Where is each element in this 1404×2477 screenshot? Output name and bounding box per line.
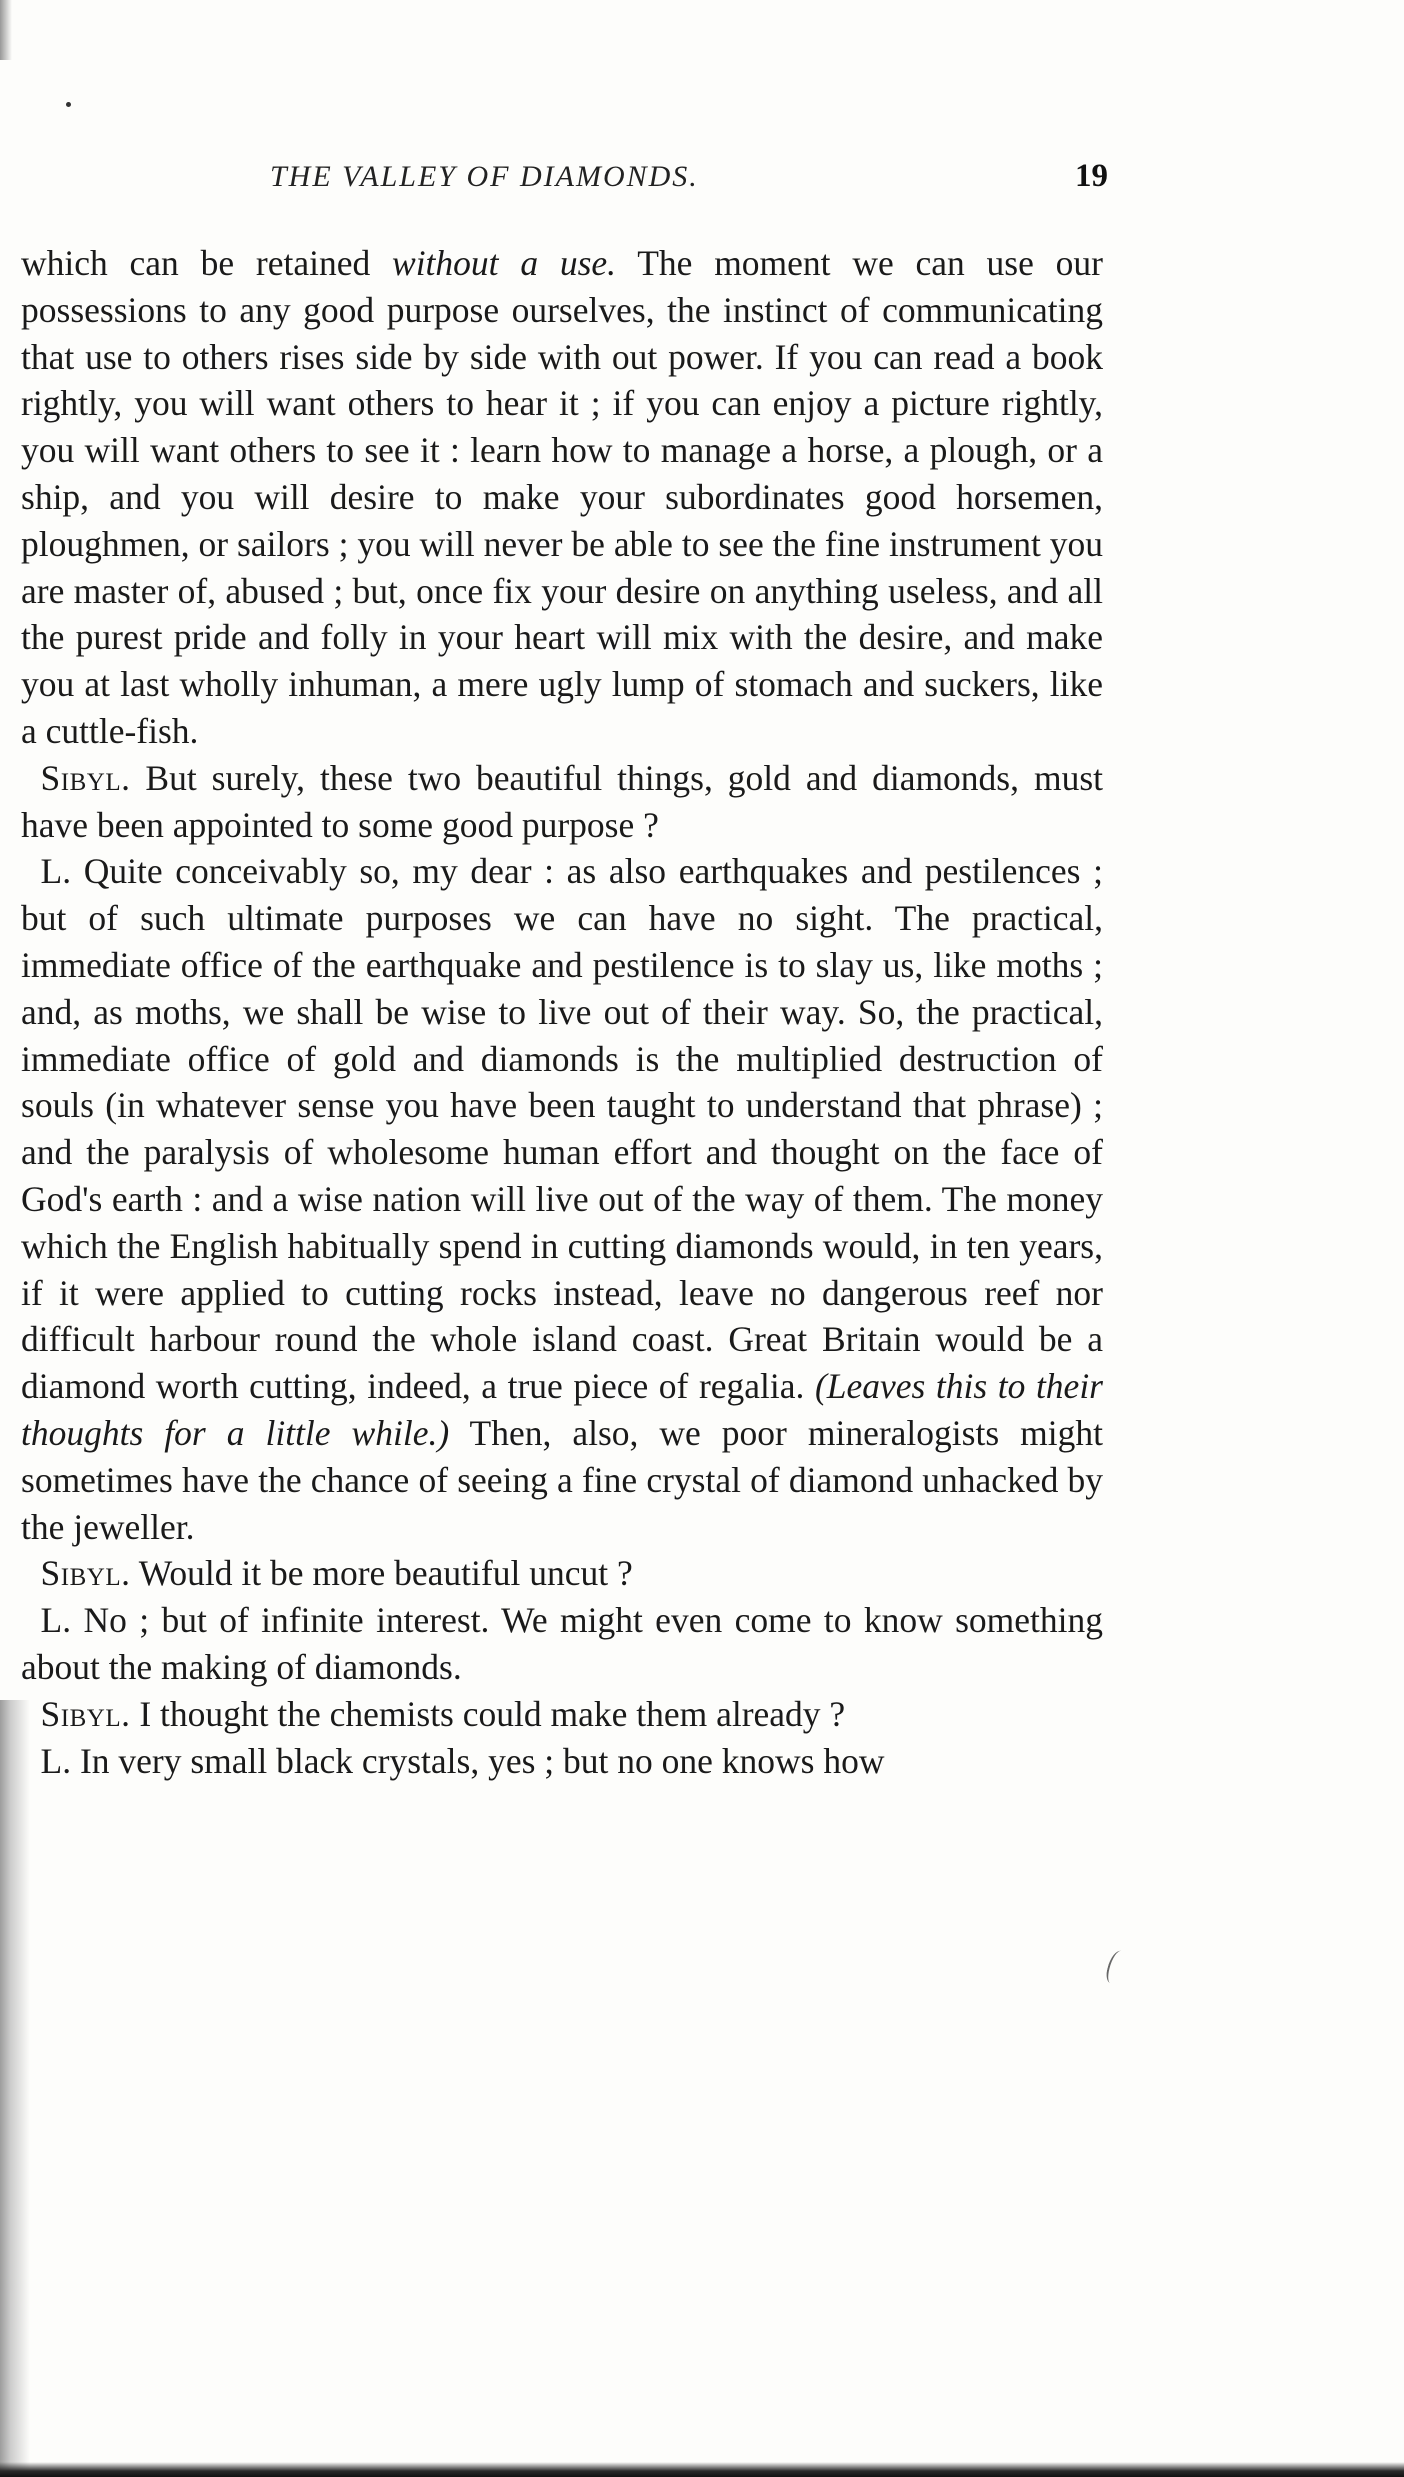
- speaker-name: L.: [40, 851, 72, 892]
- dialogue-text: Would it be more beautiful uncut ?: [130, 1553, 633, 1594]
- running-title: THE VALLEY OF DIAMONDS.: [270, 160, 699, 193]
- speaker-name: L.: [40, 1740, 72, 1781]
- scan-edge-shadow-top: [0, 0, 12, 60]
- speaker-name: Sibyl.: [40, 757, 131, 798]
- dialogue-text: But surely, these two beautiful things, gold and diamonds, must have been appointed to some good purpose ?: [21, 757, 1103, 845]
- stage-direction: (Leaves this to their thoughts for a little while.): [21, 1366, 1103, 1453]
- dialogue-paragraph: [21, 1597, 1103, 1691]
- dialogue-paragraph: [21, 1738, 1103, 1785]
- paragraph-text: which can be retained: [21, 243, 393, 283]
- speaker-name: Sibyl.: [40, 1693, 131, 1734]
- dialogue-paragraph: [21, 755, 1103, 849]
- paragraph-text: The moment we can use our possessions to any good purpose ourselves, the instinct of communicating that use to others rises side by side with out power. If you can read a book rightly, you will want others to hear it ; if you can enjoy a picture rightly, you will want others to see it : learn how to manage a horse, a plough, or a ship, and you will desire to make your subordinates good horsemen, ploughmen, or sailors ; you will never be able to see the fine instrument you are master of, abused ; but, once fix your desire on anything useless, and all the purest pride and folly in your heart will mix with the desire, and make you at last wholly inhuman, a mere ugly lump of stomach and suckers, like a cuttle-fish.: [21, 243, 1103, 751]
- dialogue-text: I thought the chemists could make them already ?: [130, 1693, 846, 1734]
- dialogue-paragraph: [21, 1691, 1103, 1738]
- page-number: 19: [1075, 158, 1108, 194]
- speaker-name: L.: [40, 1600, 72, 1641]
- dialogue-text: In very small black crystals, yes ; but no one knows how: [71, 1740, 885, 1781]
- speaker-name: Sibyl.: [40, 1553, 131, 1594]
- dialogue-text: Then, also, we poor mineralogists might sometimes have the chance of seeing a fine crystal of diamond unhacked by the jeweller.: [21, 1412, 1103, 1547]
- paragraph: [21, 240, 1103, 755]
- margin-pencil-mark: [1104, 1949, 1128, 1986]
- scan-edge-shadow-left: [0, 1700, 30, 2477]
- dialogue-paragraph: [21, 1550, 1103, 1597]
- page-header: [30, 160, 1108, 204]
- italic-phrase: without a use.: [392, 243, 617, 283]
- body-text: [21, 240, 1103, 1784]
- scan-edge-shadow-bottom: [0, 2462, 1404, 2477]
- dialogue-paragraph: [21, 848, 1103, 1550]
- dialogue-text: Quite conceivably so, my dear : as also earthquakes and pestilences ; but of such ultimate purposes we can have no sight. The practical, immediate office of the earthquake and pestilence is to slay us, like moths ; and, as moths, we shall be wise to live out of their way. So, the practical, immediate office of gold and diamonds is the multiplied destruction of souls (in whatever sense you have been taught to understand that phrase) ; and the paralysis of wholesome human effort and thought on the face of God's earth : and a wise nation will live out of the way of them. The money which the English habitually spend in cutting diamonds would, in ten years, if it were applied to cutting rocks instead, leave no dangerous reef nor difficult harbour round the whole island coast. Great Britain would be a diamond worth cutting, indeed, a true piece of regalia.: [21, 851, 1103, 1407]
- dialogue-text: No ; but of infinite interest. We might even come to know something about the making of diamonds.: [21, 1600, 1103, 1687]
- ink-speck: [66, 102, 71, 107]
